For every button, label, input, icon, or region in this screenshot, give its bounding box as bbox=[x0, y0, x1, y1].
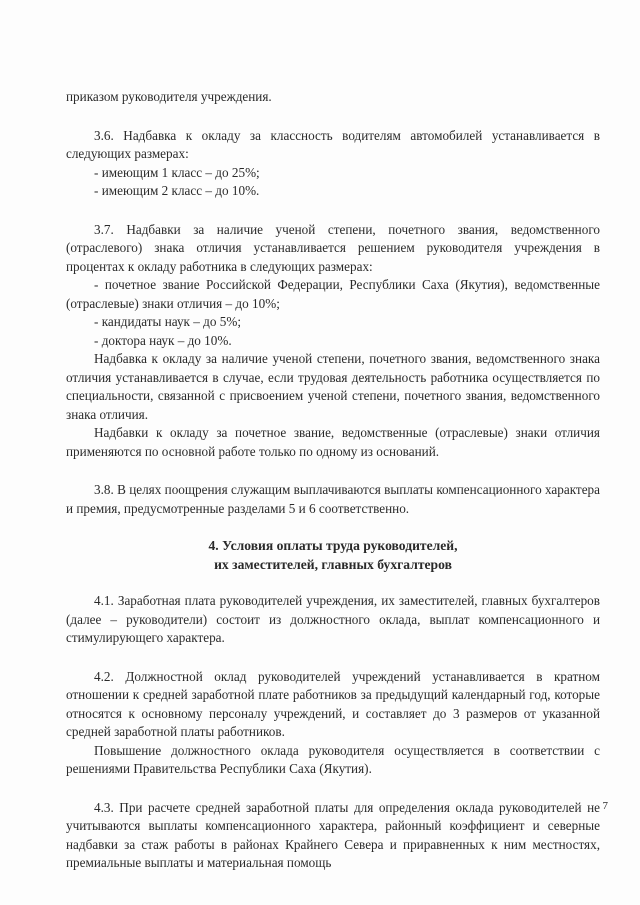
clause-3-7: 3.7. Надбавки за наличие ученой степени, почетного звания, ведомственного (отраслевого) знака отличия устанавливается решением руководителя учреждения в процентах к окладу работника в следующих размерах: bbox=[66, 221, 600, 274]
clause-3-6: 3.6. Надбавка к окладу за классность водителям автомобилей устанавливается в следующих размерах: bbox=[66, 127, 600, 161]
clause-4-3: 4.3. При расчете средней заработной платы для определения оклада руководителей не учитываются выплаты компенсационного характера, районный коэффициент и северные надбавки за стаж работы в районах Крайнего Севера и приравненных к ним местностях, премиальные выплаты и материальная помощь bbox=[66, 799, 600, 870]
clause-3-7-rule: Надбавки к окладу за почетное звание, ведомственные (отраслевые) знаки отличия применяются по основной работе только по одному из оснований. bbox=[66, 425, 600, 459]
list-item: - почетное звание Российской Федерации, Республики Саха (Якутия), ведомственные (отраслевые) знаки отличия – до 10%; bbox=[66, 277, 600, 311]
clause-4-2-note: Повышение должностного оклада руководителя осуществляется в соответствии с решениями Правительства Республики Саха (Якутия). bbox=[66, 742, 600, 776]
page-number: 7 bbox=[602, 800, 608, 812]
document-body bbox=[66, 88, 600, 873]
list-item: - имеющим 1 класс – до 25%; bbox=[94, 164, 260, 180]
heading-line: 4. Условия оплаты труда руководителей, bbox=[208, 538, 458, 553]
heading-line: их заместителей, главных бухгалтеров bbox=[214, 557, 452, 572]
list-item: - доктора наук – до 10%. bbox=[94, 332, 232, 348]
clause-4-2: 4.2. Должностной оклад руководителей учреждений устанавливается в кратном отношении к средней заработной плате работников за предыдущий календарный год, которые относятся к основному персоналу учреждений, и составляет до 3 размеров от указанной средней заработной платы работников. bbox=[66, 668, 600, 739]
list-item: - имеющим 2 класс – до 10%. bbox=[94, 183, 260, 198]
list-item: - кандидаты наук – до 5%; bbox=[94, 314, 241, 329]
section-4-heading bbox=[66, 536, 600, 574]
clause-3-7-rule: Надбавка к окладу за наличие ученой степени, почетного звания, ведомственного знака отличия устанавливается в случае, если трудовая деятельность работника осуществляется по специальности, связанной с присвоением ученой степени, почетного звания, ведомственного знака отличия. bbox=[66, 351, 600, 422]
continuation-line: приказом руководителя учреждения. bbox=[66, 89, 272, 104]
clause-4-1: 4.1. Заработная плата руководителей учреждения, их заместителей, главных бухгалтеров (далее – руководители) состоит из должностного оклада, выплат компенсационного и стимулирующего характера. bbox=[66, 593, 600, 645]
clause-3-8: 3.8. В целях поощрения служащим выплачиваются выплаты компенсационного характера и премия, предусмотренные разделами 5 и 6 соответственно. bbox=[66, 482, 600, 516]
